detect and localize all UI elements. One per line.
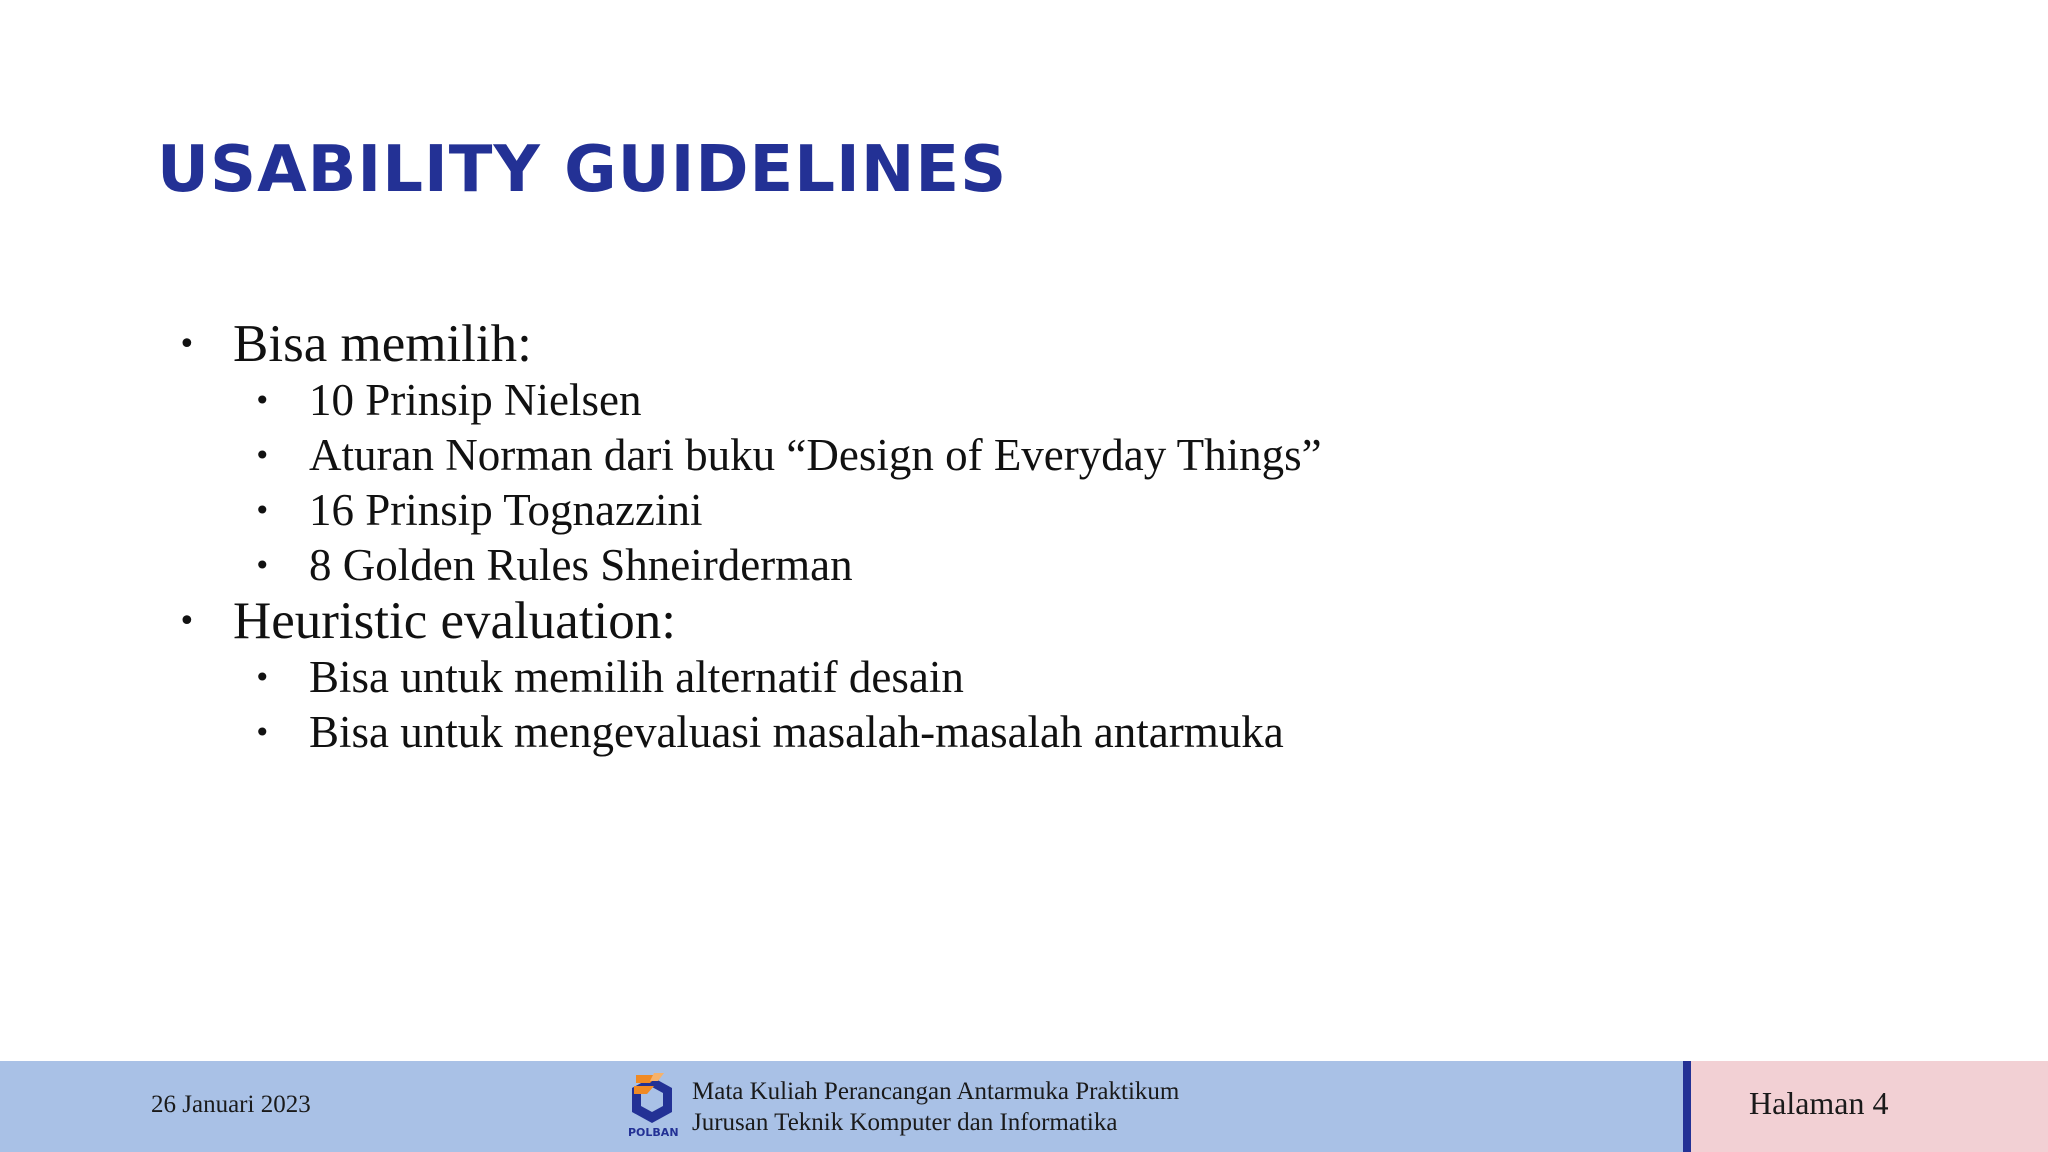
sub-bullet-item	[178, 538, 1878, 593]
slide-title: USABILITY GUIDELINES	[157, 133, 1008, 207]
bullet-icon: •	[254, 549, 271, 582]
sub-bullet-text: Bisa untuk mengevaluasi masalah-masalah antarmuka	[309, 707, 1284, 757]
footer-divider	[1683, 1061, 1691, 1152]
page-number: Halaman 4	[1749, 1085, 1889, 1121]
slide-footer	[0, 1061, 2048, 1152]
sub-bullet-item	[178, 483, 1878, 538]
bullet-icon: •	[254, 661, 271, 694]
bullet-icon: •	[254, 384, 271, 417]
bullet-icon: •	[178, 327, 196, 362]
logo-mark	[628, 1073, 676, 1127]
sub-bullet-item	[178, 428, 1878, 483]
sub-bullet-text: 8 Golden Rules Shneirderman	[309, 540, 853, 590]
footer-course-info	[692, 1076, 1179, 1138]
sub-bullet-text: Bisa untuk memilih alternatif desain	[309, 652, 964, 702]
sub-bullet-text: 10 Prinsip Nielsen	[309, 375, 642, 425]
course-title: Mata Kuliah Perancangan Antarmuka Praktikum	[692, 1078, 1180, 1105]
bullet-icon: •	[254, 494, 271, 527]
polban-logo-icon	[628, 1073, 679, 1145]
sub-bullet-text: 16 Prinsip Tognazzini	[309, 485, 703, 535]
slide-content	[178, 316, 1878, 760]
logo-text: POLBAN	[628, 1126, 679, 1139]
sub-bullet-item	[178, 373, 1878, 428]
footer-date: 26 Januari 2023	[151, 1091, 311, 1118]
sub-bullet-text: Aturan Norman dari buku “Design of Everyday Things”	[309, 430, 1322, 480]
bullet-icon: •	[254, 716, 271, 749]
sub-bullet-item	[178, 650, 1878, 705]
bullet-icon: •	[254, 439, 271, 472]
bullet-text: Heuristic evaluation:	[233, 592, 676, 650]
department-name: Jurusan Teknik Komputer dan Informatika	[692, 1109, 1118, 1136]
bullet-icon: •	[178, 604, 196, 639]
sub-bullet-item	[178, 705, 1878, 760]
bullet-item	[178, 593, 1878, 650]
bullet-text: Bisa memilih:	[233, 315, 532, 373]
bullet-item	[178, 316, 1878, 373]
